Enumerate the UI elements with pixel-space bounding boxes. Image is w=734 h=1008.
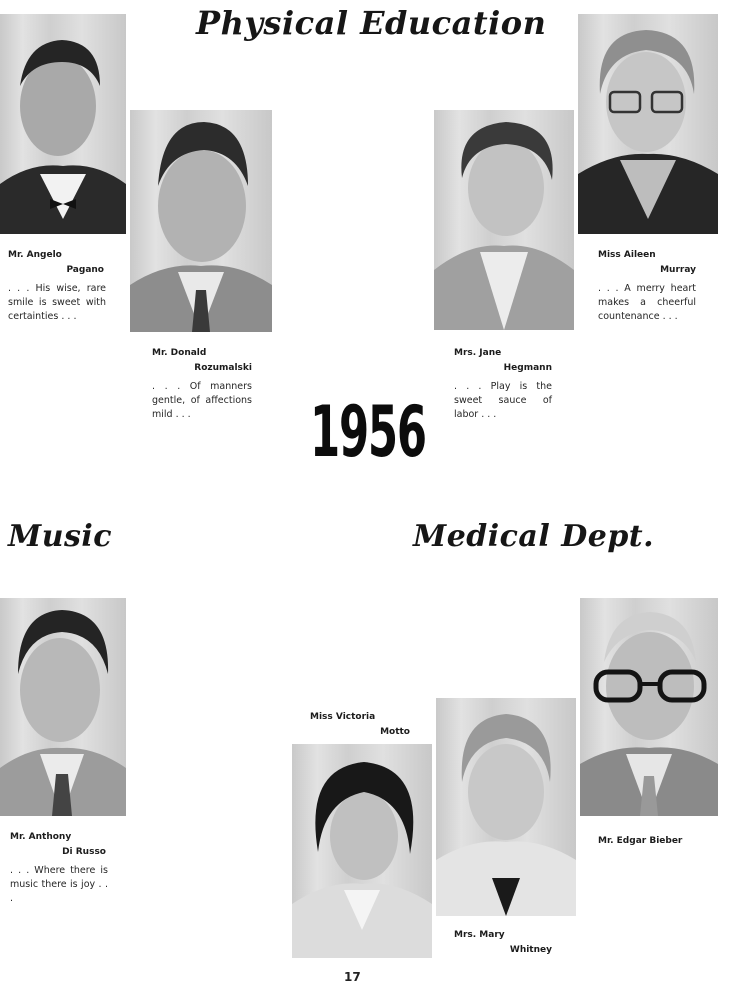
- physical-education-heading: Physical Education: [196, 4, 547, 42]
- medical-dept-heading: Medical Dept.: [413, 519, 655, 554]
- portrait-rozumalski: [130, 110, 272, 332]
- portrait-hegmann: [434, 110, 574, 330]
- name-pagano: Mr. Angelo Pagano: [8, 250, 104, 275]
- name-whitney: Mrs. Mary Whitney: [454, 930, 552, 955]
- quote-pagano: . . . His wise, rare smile is sweet with certainties . . .: [8, 283, 106, 322]
- quote-murray: . . . A merry heart makes a cheerful countenance . . .: [598, 283, 696, 322]
- quote-rozumalski: . . . Of manners gentle, of affections mild . . .: [152, 381, 252, 420]
- portrait-whitney-figure: [436, 698, 576, 916]
- portrait-hegmann-figure: [434, 110, 574, 330]
- name-hegmann: Mrs. Jane Hegmann: [454, 348, 552, 373]
- portrait-pagano: [0, 14, 126, 234]
- page-number: 17: [344, 970, 361, 984]
- music-heading: Music: [8, 519, 113, 554]
- portrait-murray: [578, 14, 718, 234]
- portrait-rozumalski-figure: [130, 110, 272, 332]
- portrait-pagano-figure: [0, 14, 126, 234]
- portrait-whitney: [436, 698, 576, 916]
- portrait-motto-figure: [292, 744, 432, 958]
- quote-di-russo: . . . Where there is music there is joy . . .: [10, 865, 108, 904]
- portrait-murray-figure: [578, 14, 718, 234]
- name-di-russo: Mr. Anthony Di Russo: [10, 832, 106, 857]
- portrait-di-russo-figure: [0, 598, 126, 816]
- portrait-bieber: [580, 598, 718, 816]
- name-murray: Miss Aileen Murray: [598, 250, 696, 275]
- name-bieber: Mr. Edgar Bieber: [598, 836, 683, 846]
- quote-hegmann: . . . Play is the sweet sauce of labor . . .: [454, 381, 552, 420]
- name-motto: Miss Victoria Motto: [310, 712, 410, 737]
- portrait-bieber-figure: [580, 598, 718, 816]
- portrait-motto: [292, 744, 432, 958]
- name-rozumalski: Mr. Donald Rozumalski: [152, 348, 252, 373]
- portrait-di-russo: [0, 598, 126, 816]
- year-stamp: 1956: [310, 391, 426, 473]
